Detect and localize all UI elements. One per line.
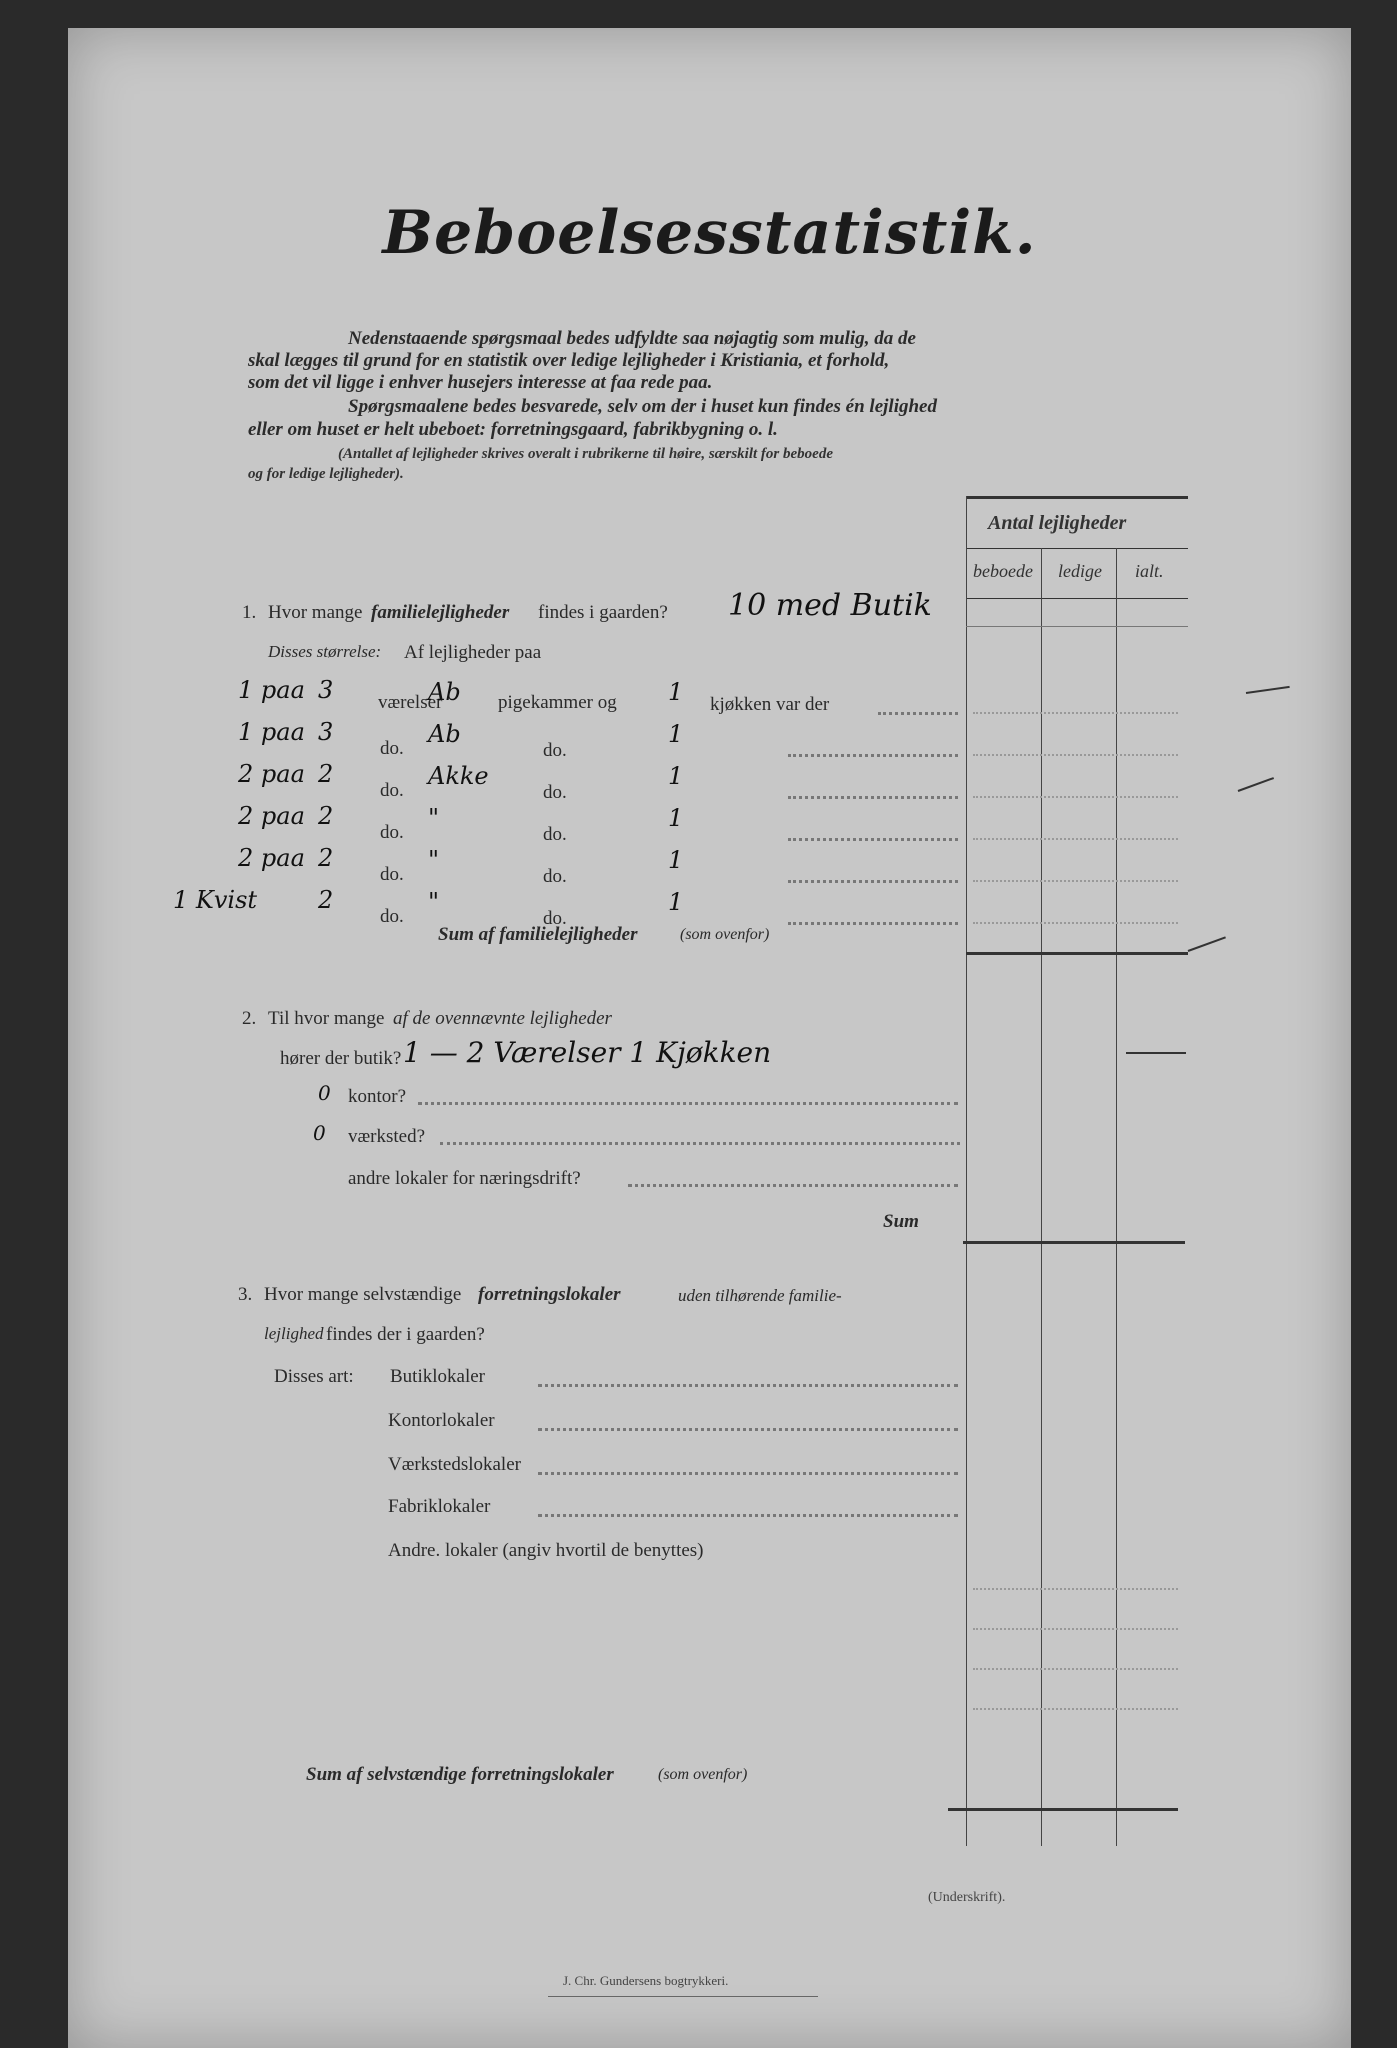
q1-answer-handwritten: 10 med Butik (728, 588, 932, 623)
row-count-handwritten: 2 paa (238, 802, 305, 830)
q1-sum-label: Sum af familielejligheder (438, 924, 638, 945)
table-group-header: Antal lejligheder (988, 512, 1127, 534)
row-kjokken-handwritten: 1 (668, 720, 684, 748)
printer-credit: J. Chr. Gundersens bogtrykkeri. (563, 1973, 729, 1988)
col-header-ledige: ledige (1058, 561, 1102, 581)
q3-sum-note: (som ovenfor) (658, 1766, 748, 1783)
row-pige-handwritten: " (428, 804, 440, 832)
dotted-leader (418, 1102, 958, 1105)
q1-text-pre: Hvor mange (268, 602, 363, 623)
q2-vaerksted-label: værksted? (348, 1126, 426, 1147)
q2-text-em: af de ovennævnte lejligheder (393, 1008, 612, 1029)
q2-andre-label: andre lokaler for næringsdrift? (348, 1168, 581, 1189)
row-count-handwritten: 1 paa (238, 718, 305, 746)
pencil-mark (1246, 686, 1290, 694)
q2-kontor-label: kontor? (348, 1086, 407, 1107)
col-pige-label: pigekammer og (498, 692, 617, 713)
row-kjokken-handwritten: 1 (668, 888, 684, 916)
dotted-leader (788, 838, 958, 841)
q3-sum-rule (948, 1808, 1178, 1811)
ditto-label: do. (380, 822, 404, 843)
q3-item-label: Værkstedslokaler (388, 1454, 521, 1475)
dotted-leader (538, 1384, 958, 1387)
intro-line: Spørgsmaalene bedes besvarede, selv om der i huset kun findes én lejlighed (348, 396, 937, 417)
intro-line: som det vil ligge i enhver husejers interesse at faa rede paa. (248, 372, 713, 393)
q3-art-label: Disses art: (274, 1366, 354, 1387)
ditto-label: do. (380, 780, 404, 801)
q3-text-em: forretningslokaler (478, 1284, 621, 1305)
q2-butik-label: hører der butik? (280, 1048, 402, 1069)
ditto-label: do. (543, 824, 567, 845)
q3-text-em2: lejlighed (264, 1324, 324, 1343)
census-form-sheet (68, 28, 1351, 2048)
q2-sum-label: Sum (883, 1211, 919, 1232)
pencil-mark (1126, 1052, 1186, 1054)
q3-item-label: Butiklokaler (390, 1366, 485, 1387)
table-row-dots (973, 712, 1178, 714)
dotted-leader (878, 712, 958, 715)
row-count-handwritten: 2 paa (238, 760, 305, 788)
dotted-leader (788, 922, 958, 925)
ditto-label: do. (380, 864, 404, 885)
row-rooms-handwritten: 3 (318, 676, 334, 704)
ditto-label: do. (543, 866, 567, 887)
col-vaerelser-label: værelser (378, 692, 443, 713)
row-pige-handwritten: Ab (428, 720, 461, 748)
dotted-leader (628, 1184, 958, 1187)
dotted-leader (538, 1428, 958, 1431)
row-rooms-handwritten: 2 (318, 760, 334, 788)
q3-item-label: Kontorlokaler (388, 1410, 495, 1431)
table-left-border (966, 496, 967, 1846)
dotted-leader (788, 796, 958, 799)
dotted-leader (538, 1514, 958, 1517)
row-pige-handwritten: Akke (428, 762, 489, 790)
q2-text-pre: Til hvor mange (268, 1008, 385, 1029)
q2-kontor-prefix: 0 (318, 1081, 331, 1105)
col-header-beboede: beboede (973, 561, 1033, 581)
intro-note: og for ledige lejligheder). (248, 466, 404, 482)
size-sub-label: Af lejligheder paa (404, 642, 542, 663)
q3-item-label: Andre. lokaler (angiv hvortil de benyttes) (388, 1540, 704, 1561)
intro-line: skal lægges til grund for en statistik over ledige lejligheder i Kristiania, et forhold, (248, 350, 890, 371)
dotted-leader (538, 1472, 958, 1475)
q1-sum-note: (som ovenfor) (680, 926, 770, 943)
table-row-dots (973, 754, 1178, 756)
col-kjokken-label: kjøkken var der (710, 694, 830, 715)
q1-sum-rule (966, 952, 1188, 955)
row-pige-handwritten: " (428, 846, 440, 874)
row-count-handwritten: 2 paa (238, 844, 305, 872)
row-pige-handwritten: " (428, 888, 440, 916)
ditto-label: do. (543, 908, 567, 929)
table-top-rule (966, 496, 1188, 499)
q3-number: 3. (238, 1284, 253, 1305)
dotted-leader (440, 1142, 960, 1145)
table-row-rule (966, 626, 1188, 627)
ditto-label: do. (543, 740, 567, 761)
table-row-dots (973, 880, 1178, 882)
row-kjokken-handwritten: 1 (668, 762, 684, 790)
row-rooms-handwritten: 2 (318, 802, 334, 830)
q3-sum-label: Sum af selvstændige forretningslokaler (306, 1764, 614, 1785)
ditto-label: do. (380, 738, 404, 759)
table-col-divider (1116, 548, 1117, 1846)
table-row-dots (973, 1588, 1178, 1590)
ditto-label: do. (380, 906, 404, 927)
dotted-leader (788, 880, 958, 883)
row-count-handwritten: 1 paa (238, 676, 305, 704)
intro-note: (Antallet af lejligheder skrives overalt i rubrikerne til høire, særskilt for beboede (338, 446, 833, 462)
q1-text-post: findes i gaarden? (538, 602, 668, 623)
table-row-dots (973, 922, 1178, 924)
row-count-handwritten: 1 Kvist (173, 886, 258, 914)
table-header-rule (966, 598, 1188, 599)
form-title: Beboelsesstatistik. (382, 198, 1037, 268)
row-kjokken-handwritten: 1 (668, 804, 684, 832)
q3-item-label: Fabriklokaler (388, 1496, 491, 1517)
q3-text-post: uden tilhørende familie- (678, 1286, 842, 1305)
table-row-dots (973, 796, 1178, 798)
q2-sum-rule (963, 1241, 1185, 1244)
row-rooms-handwritten: 3 (318, 718, 334, 746)
row-rooms-handwritten: 2 (318, 844, 334, 872)
q1-number: 1. (242, 602, 257, 623)
table-row-dots (973, 1708, 1178, 1710)
q3-text-post2: findes der i gaarden? (326, 1324, 485, 1345)
q2-number: 2. (242, 1008, 257, 1029)
row-pige-handwritten: Ab (428, 678, 461, 706)
row-kjokken-handwritten: 1 (668, 846, 684, 874)
table-col-divider (1041, 548, 1042, 1846)
intro-line: Nedenstaaende spørgsmaal bedes udfyldte saa nøjagtig som mulig, da de (348, 328, 916, 349)
pencil-mark (1188, 936, 1226, 952)
ditto-label: do. (543, 782, 567, 803)
signature-label: (Underskrift). (928, 1890, 1006, 1905)
q2-vaerksted-prefix: 0 (313, 1121, 326, 1145)
table-header-rule (966, 548, 1188, 549)
table-row-dots (973, 1628, 1178, 1630)
dotted-leader (788, 754, 958, 757)
pencil-mark (1238, 777, 1274, 792)
table-row-dots (973, 1668, 1178, 1670)
table-row-dots (973, 838, 1178, 840)
printer-rule (548, 1996, 818, 1997)
row-kjokken-handwritten: 1 (668, 678, 684, 706)
row-rooms-handwritten: 2 (318, 886, 334, 914)
q3-text-pre: Hvor mange selvstændige (264, 1284, 462, 1305)
col-header-ialt: ialt. (1135, 561, 1164, 581)
q1-text-em: familielejligheder (371, 602, 510, 623)
q2-butik-answer: 1 — 2 Værelser 1 Kjøkken (403, 1036, 772, 1069)
size-label: Disses størrelse: (268, 642, 382, 661)
intro-line: eller om huset er helt ubeboet: forretningsgaard, fabrikbygning o. l. (248, 419, 778, 440)
